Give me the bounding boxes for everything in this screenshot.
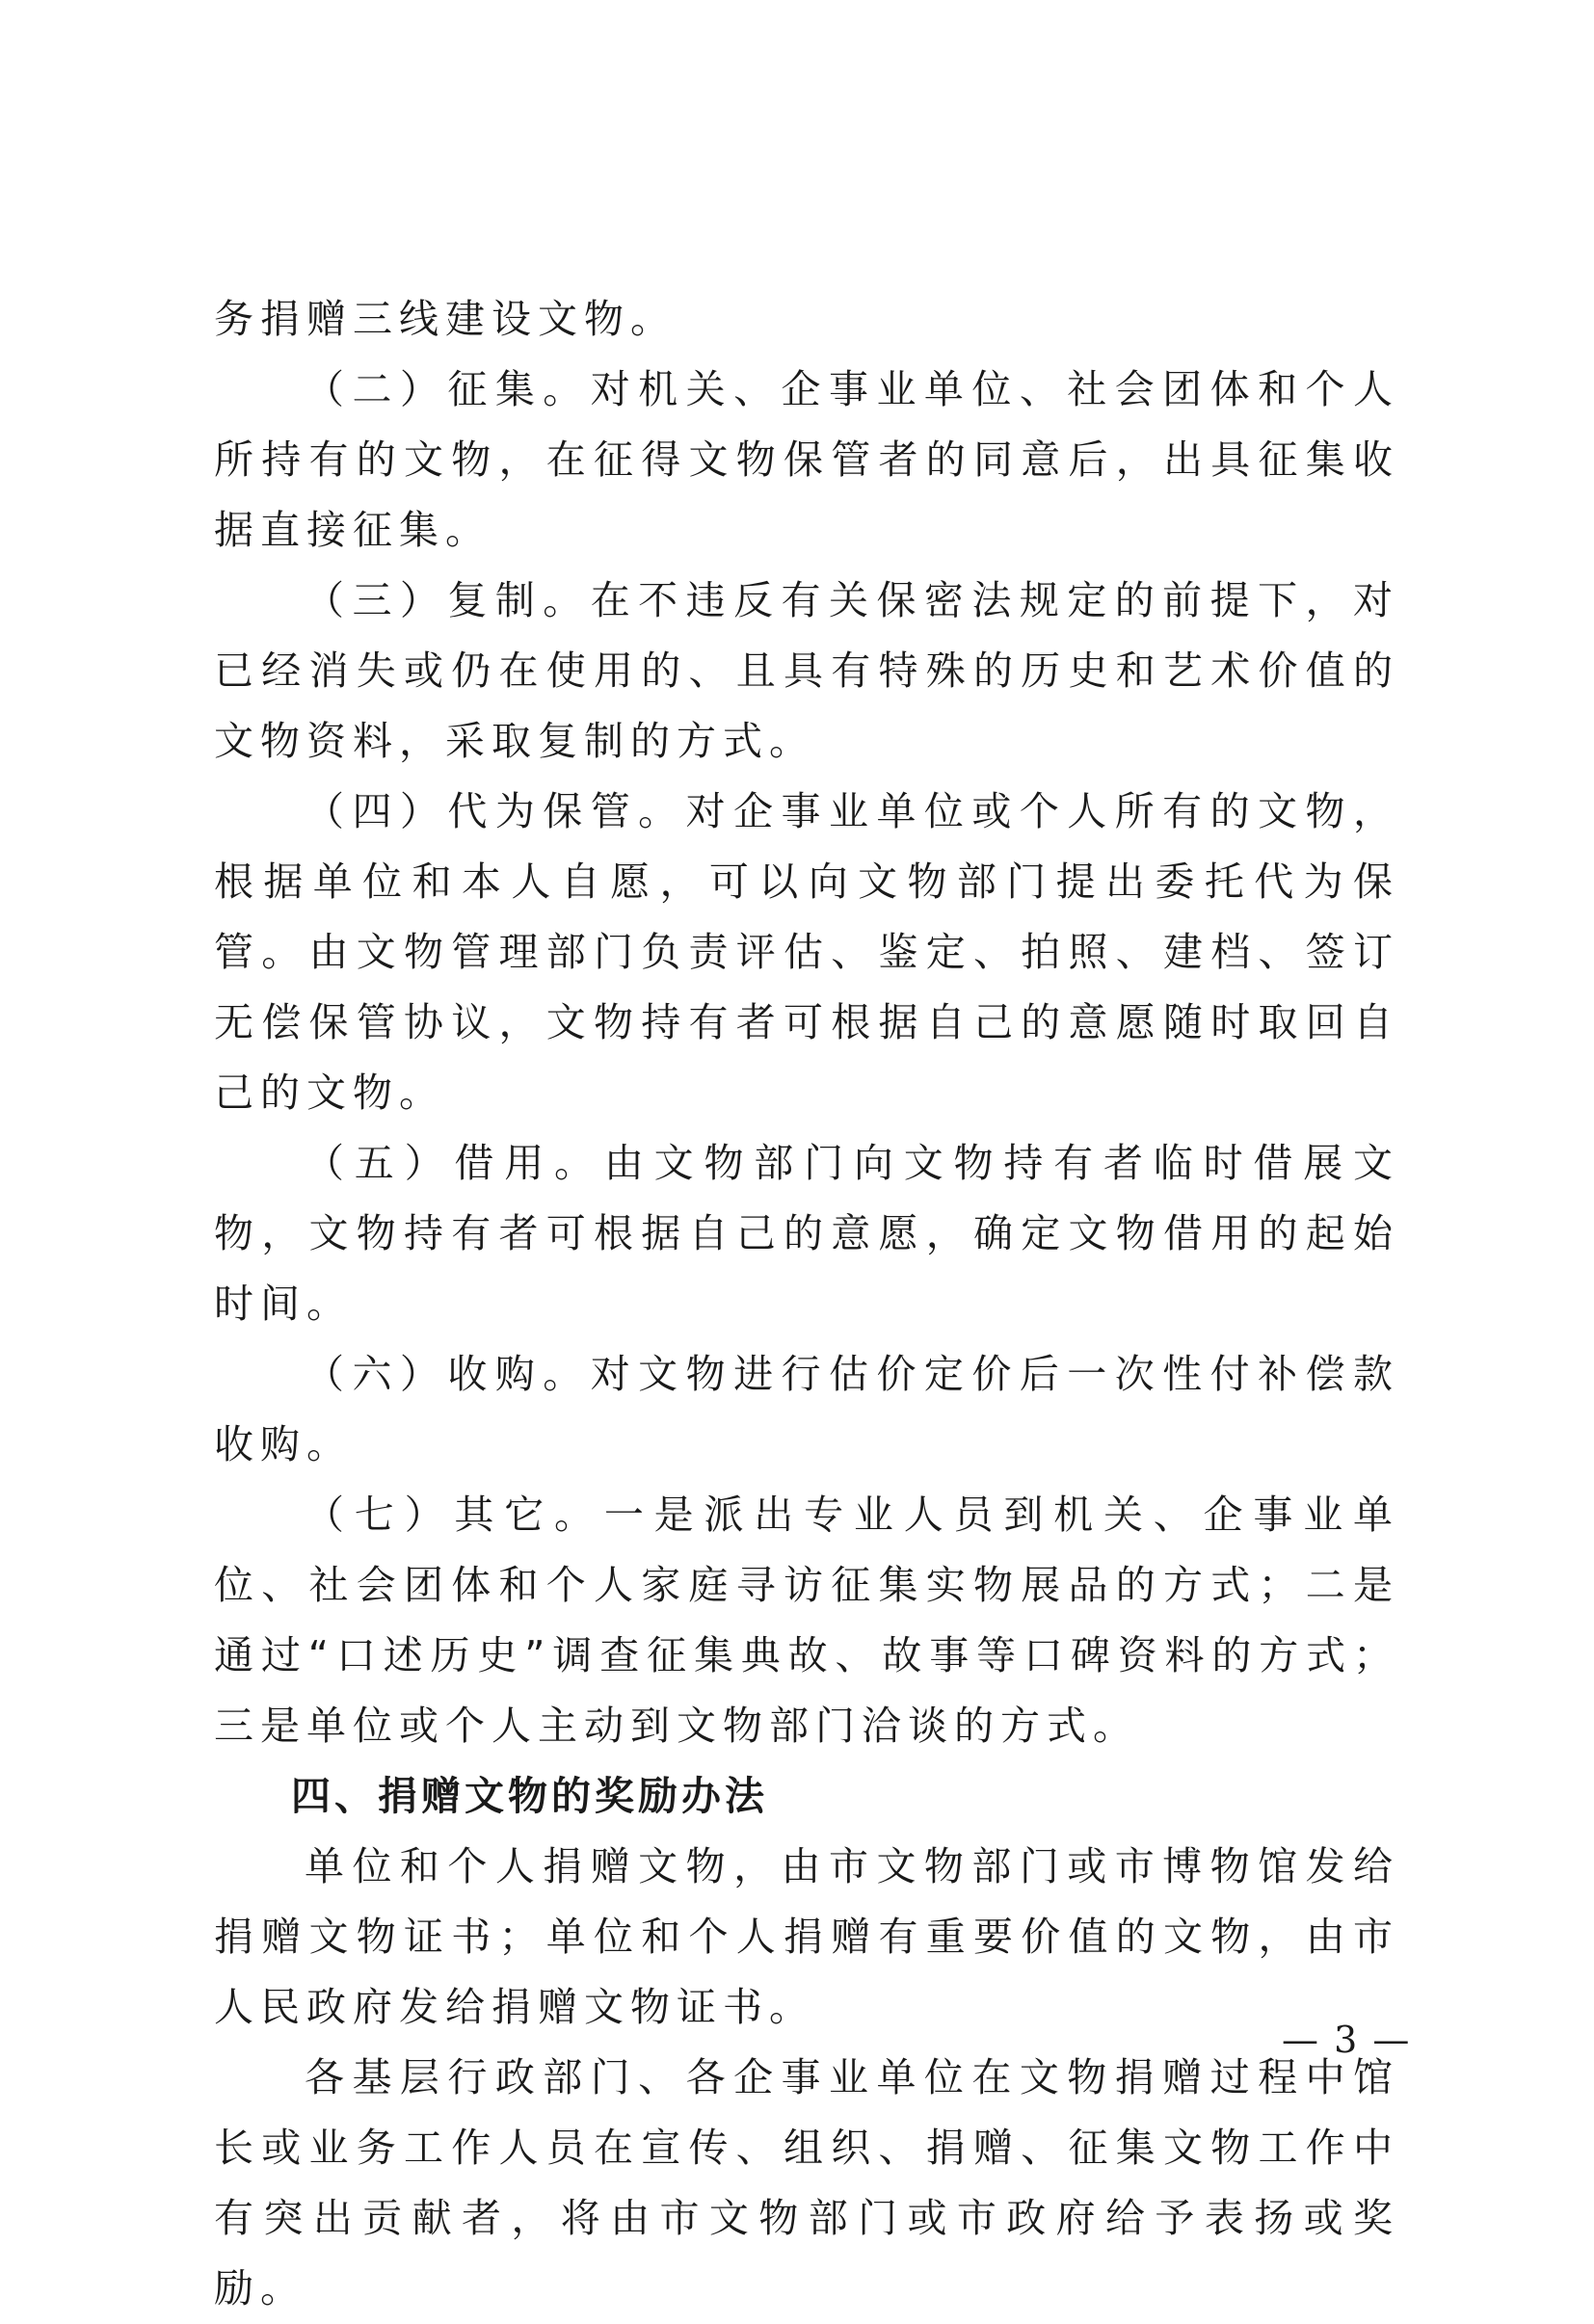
paragraph-borrowing: （五）借用。由文物部门向文物持有者临时借展文物，文物持有者可根据自己的意愿，确定文物借用的起始时间。	[214, 1140, 1399, 1327]
paragraph-collection: （二）征集。对机关、企事业单位、社会团体和个人所持有的文物，在征得文物保管者的同意后，出具征集收据直接征集。	[214, 366, 1399, 553]
paragraph-commendation: 各基层行政部门、各企事业单位在文物捐赠过程中馆长或业务工作人员在宣传、组织、捐赠、征集文物工作中有突出贡献者，将由市文物部门或市政府给予表扬或奖励。	[214, 2054, 1399, 2311]
paragraph-certificate: 单位和个人捐赠文物，由市文物部门或市博物馆发给捐赠文物证书；单位和个人捐赠有重要价值的文物，由市人民政府发给捐赠文物证书。	[214, 1843, 1399, 2030]
page-number: — 3 —	[1282, 2019, 1412, 2061]
section-heading: 四、捐赠文物的奖励办法	[291, 1773, 768, 1819]
paragraph-other: （七）其它。一是派出专业人员到机关、企事业单位、社会团体和个人家庭寻访征集实物展品的方式；二是通过“口述历史”调查征集典故、故事等口碑资料的方式；三是单位或个人主动到文物部门洽谈的方式。	[214, 1492, 1399, 1749]
paragraph-replication: （三）复制。在不违反有关保密法规定的前提下，对已经消失或仍在使用的、且具有特殊的历史和艺术价值的文物资料，采取复制的方式。	[214, 577, 1399, 764]
paragraph-purchase: （六）收购。对文物进行估价定价后一次性付补偿款收购。	[214, 1351, 1399, 1467]
document-body	[214, 284, 1399, 2324]
paragraph-custody: （四）代为保管。对企事业单位或个人所有的文物，根据单位和本人自愿，可以向文物部门提出委托代为保管。由文物管理部门负责评估、鉴定、拍照、建档、签订无偿保管协议，文物持有者可根据自己的意愿随时取回自己的文物。	[214, 788, 1399, 1116]
paragraph-continuation: 务捐赠三线建设文物。	[214, 296, 677, 342]
